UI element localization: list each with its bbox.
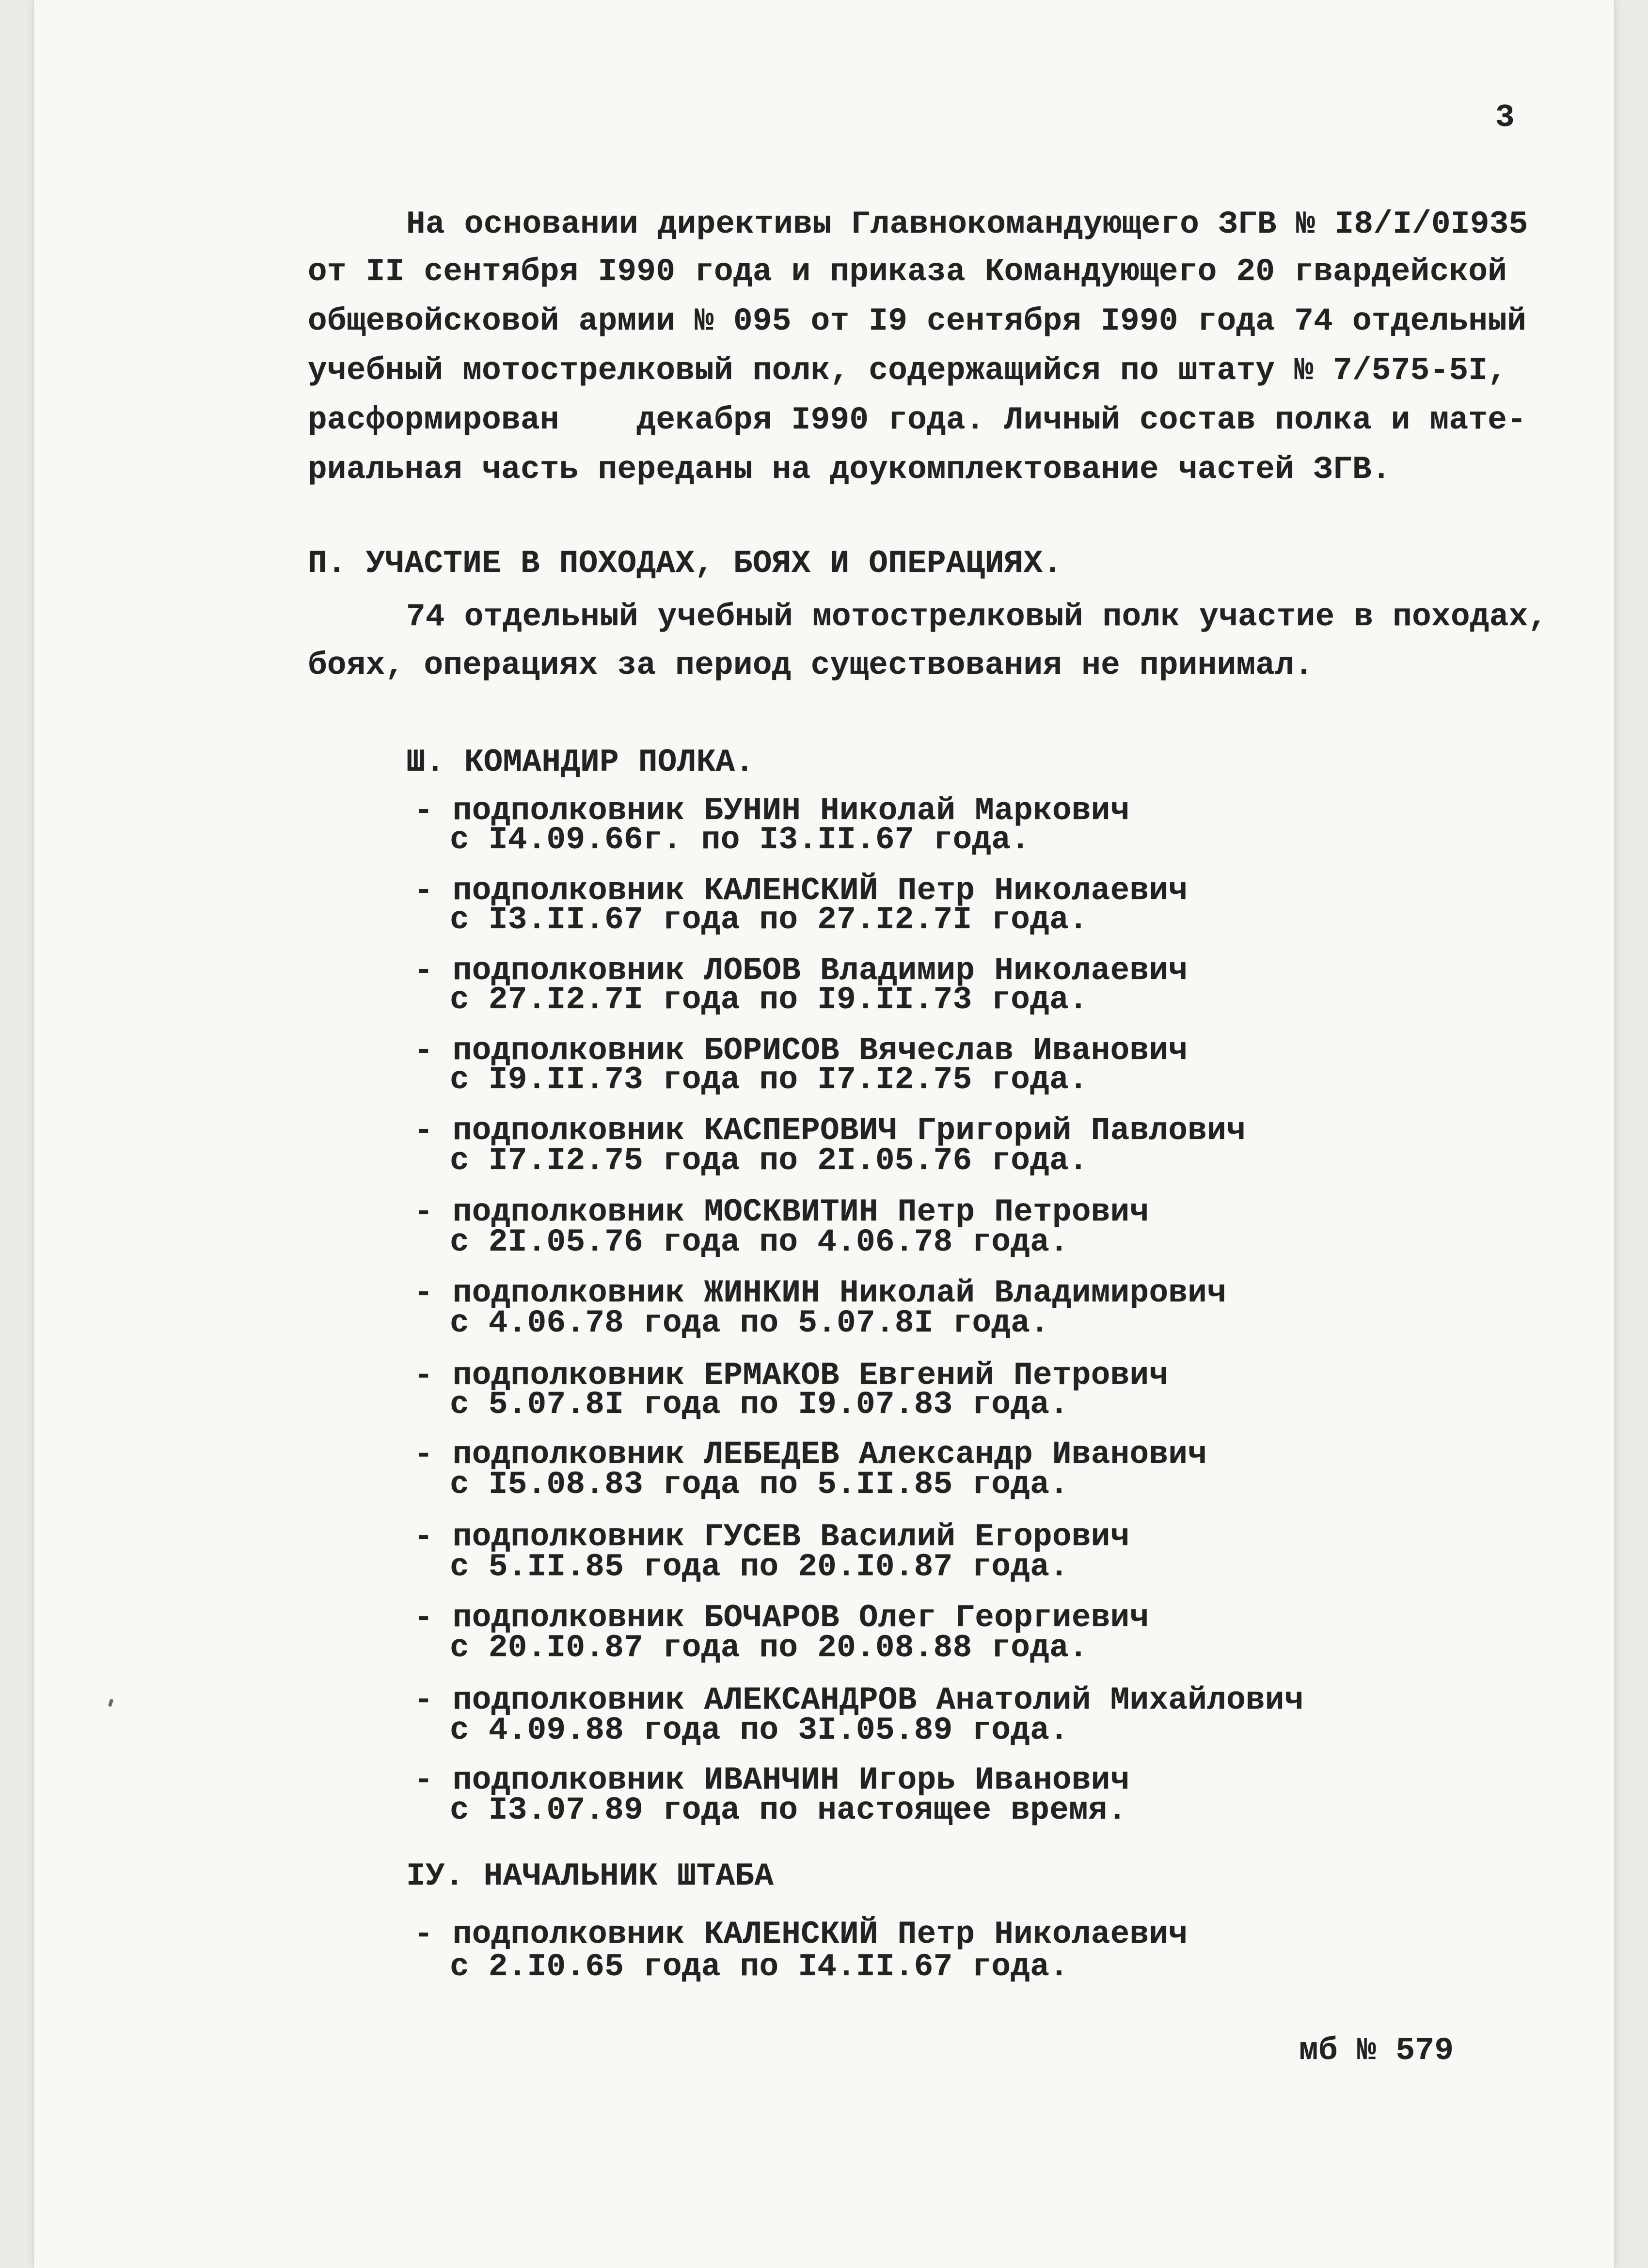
commander-period: с 27.I2.7I года по I9.II.73 года. xyxy=(450,982,1088,1018)
commander-name: - подполковник БОРИСОВ Вячеслав Иванович xyxy=(414,1032,1188,1069)
chief-of-staff-period: с 2.I0.65 года по I4.II.67 года. xyxy=(450,1949,1069,1985)
chief-of-staff-name: - подполковник КАЛЕНСКИЙ Петр Николаевич xyxy=(414,1916,1188,1952)
commander-period: с I4.09.66г. по I3.II.67 года. xyxy=(450,822,1030,858)
commander-period: с 20.I0.87 года по 20.08.88 года. xyxy=(450,1630,1088,1666)
section-2-line-2: боях, операциях за период существования не принимал. xyxy=(308,647,1314,683)
section-2-heading: П. УЧАСТИЕ В ПОХОДАХ, БОЯХ И ОПЕРАЦИЯХ. xyxy=(308,545,1062,582)
footer-mark: мб № 579 xyxy=(1299,2032,1454,2069)
commander-period: с I3.II.67 года по 27.I2.7I года. xyxy=(450,902,1088,938)
commander-period: с 2I.05.76 года по 4.06.78 года. xyxy=(450,1224,1069,1260)
intro-line-4: учебный мотострелковый полк, содержащийся по штату № 7/575-5I, xyxy=(308,352,1507,389)
intro-line-5: расформирован декабря I990 года. Личный состав полка и мате- xyxy=(308,402,1527,438)
commander-name: - подполковник ЕРМАКОВ Евгений Петрович xyxy=(414,1357,1169,1394)
paper-speck xyxy=(108,1698,114,1707)
document-page xyxy=(34,0,1614,2268)
intro-line-2: от II сентября I990 года и приказа Командующего 20 гвардейской xyxy=(308,254,1507,290)
commander-period: с I9.II.73 года по I7.I2.75 года. xyxy=(450,1062,1088,1098)
commander-period: с I3.07.89 года по настоящее время. xyxy=(450,1792,1127,1828)
commander-name: - подполковник БУНИН Николай Маркович xyxy=(414,793,1130,829)
intro-line-6: риальная часть переданы на доукомплектование частей ЗГВ. xyxy=(308,451,1391,488)
commander-name: - подполковник МОСКВИТИН Петр Петрович xyxy=(414,1194,1149,1230)
commander-name: - подполковник ГУСЕВ Василий Егорович xyxy=(414,1519,1130,1555)
page-number: 3 xyxy=(1495,99,1515,136)
intro-line-3: общевойсковой армии № 095 от I9 сентября I990 года 74 отдельный xyxy=(308,303,1527,339)
commander-name: - подполковник ЛЕБЕДЕВ Александр Иванович xyxy=(414,1436,1207,1473)
commander-period: с 4.09.88 года по 3I.05.89 года. xyxy=(450,1712,1069,1748)
commander-name: - подполковник КАЛЕНСКИЙ Петр Николаевич xyxy=(414,872,1188,909)
commander-period: с 4.06.78 года по 5.07.8I года. xyxy=(450,1305,1050,1341)
section-4-heading: IУ. НАЧАЛЬНИК ШТАБА xyxy=(406,1858,774,1894)
commander-name: - подполковник ИВАНЧИН Игорь Иванович xyxy=(414,1762,1130,1798)
commander-name: - подполковник ЖИНКИН Николай Владимирович xyxy=(414,1275,1227,1311)
commander-name: - подполковник АЛЕКСАНДРОВ Анатолий Михайлович xyxy=(414,1682,1304,1718)
section-3-heading: Ш. КОМАНДИР ПОЛКА. xyxy=(406,744,755,780)
section-2-line-1: 74 отдельный учебный мотострелковый полк участие в походах, xyxy=(406,599,1548,635)
commander-name: - подполковник КАСПЕРОВИЧ Григорий Павлович xyxy=(414,1112,1246,1149)
commander-period: с 5.07.8I года по I9.07.83 года. xyxy=(450,1386,1069,1423)
commander-period: с I5.08.83 года по 5.II.85 года. xyxy=(450,1466,1069,1503)
commander-period: с I7.I2.75 года по 2I.05.76 года. xyxy=(450,1142,1088,1179)
commander-period: с 5.II.85 года по 20.I0.87 года. xyxy=(450,1549,1069,1585)
intro-line-1: На основании директивы Главнокомандующего ЗГВ № I8/I/0I935 xyxy=(406,206,1528,242)
commander-name: - подполковник ЛОБОВ Владимир Николаевич xyxy=(414,952,1188,989)
commander-name: - подполковник БОЧАРОВ Олег Георгиевич xyxy=(414,1600,1149,1636)
